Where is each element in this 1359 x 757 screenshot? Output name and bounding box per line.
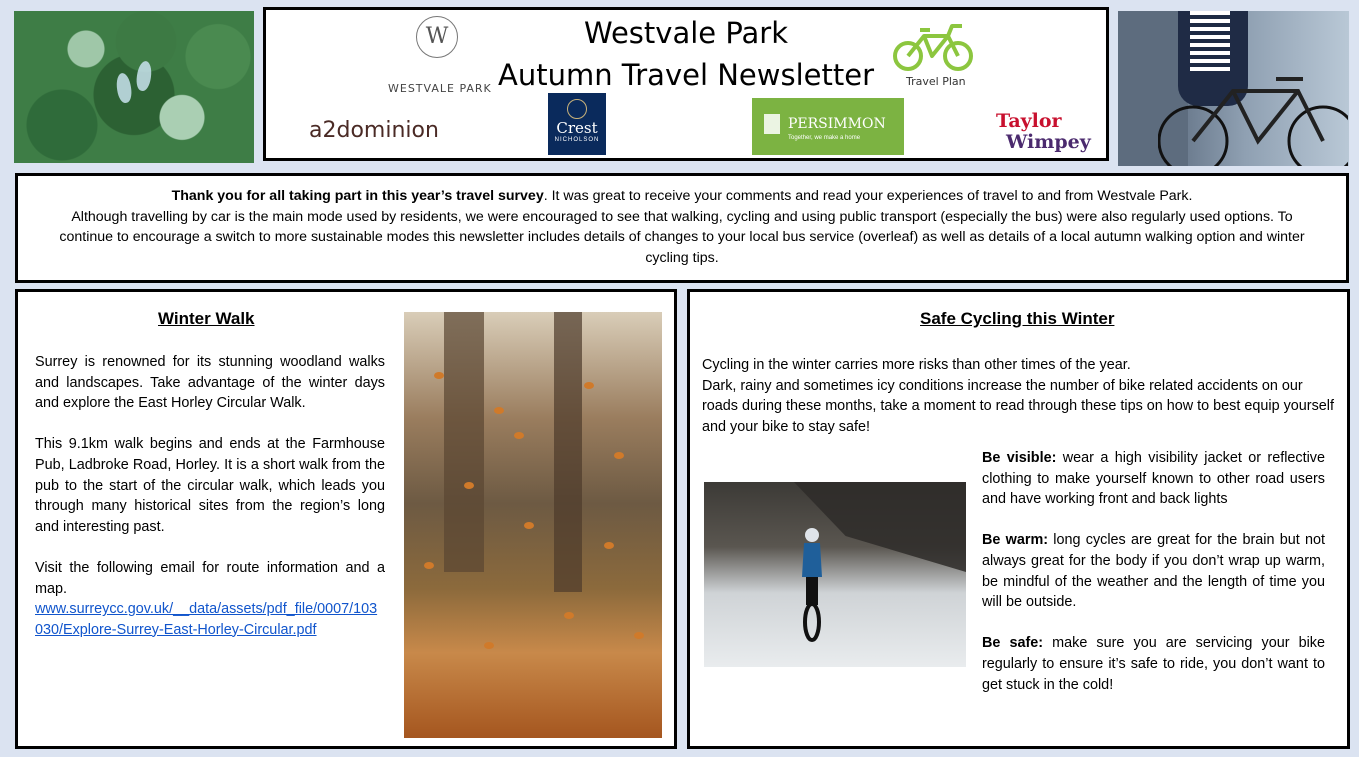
page-title: Westvale Park — [583, 16, 789, 50]
safe-cycling-intro-2: Dark, rainy and sometimes icy conditions increase the number of bike related accidents on our roads during these months, take a moment to read through these tips on how to best equip yourself and your bike to stay safe! — [702, 377, 1334, 435]
page-subtitle: Autumn Travel Newsletter — [497, 58, 874, 92]
route-pdf-link[interactable]: www.surreycc.gov.uk/__data/assets/pdf_file/0007/103030/Explore-Surrey-East-Horley-Circular.pdf — [35, 601, 378, 638]
snowy-road-cyclist-photo — [704, 482, 966, 667]
forest-footprint-photo — [14, 11, 254, 163]
persimmon-logo: PERSIMMON Together, we make a home — [752, 98, 904, 155]
intro-paragraph-2: Although travelling by car is the main mode used by residents, we were encouraged to see that walking, cycling and using public transport (especially the bus) were also regularly used options. To continue to encourage a switch to more sustainable modes this newsletter includes details of changes to your local bus service (overleaf) as well as details of a local autumn walking option and winter cycling tips. — [59, 208, 1305, 266]
safe-cycling-intro-1: Cycling in the winter carries more risks than other times of the year. — [702, 357, 1131, 373]
safe-cycling-panel — [687, 289, 1350, 749]
tip-safe: Be safe: make sure you are servicing your bike regularly to ensure it’s safe to ride, you don’t want to get stuck in the cold! — [982, 635, 1325, 693]
tip-warm: Be warm: long cycles are great for the brain but not always great for the body if you don’t wrap up warm, be mindful of the weather and the length of time you will be outside. — [982, 532, 1325, 611]
winter-walk-panel — [15, 289, 677, 749]
winter-walk-p3: Visit the following email for route information and a map. — [35, 559, 385, 597]
winter-walk-title: Winter Walk — [158, 309, 255, 328]
safe-cycling-intro — [702, 355, 1336, 437]
tip-visible: Be visible: wear a high visibility jacket or reflective clothing to make yourself known to other road users and have working front and back lights — [982, 450, 1326, 508]
autumn-leaves-photo — [404, 312, 662, 738]
a2dominion-logo: a2dominion — [309, 118, 439, 143]
newsletter-header: Westvale Park Autumn Travel Newsletter W WESTVALE PARK Travel Plan a2dominion Crest NICHOLSON PERSIMMON Together, we make a home Taylor Wimpey — [263, 7, 1109, 161]
survey-intro — [15, 173, 1349, 283]
cycling-tips — [982, 448, 1325, 695]
intro-paragraph-1: Thank you for all taking part in this year’s travel survey. It was great to receive your comments and read your experiences of travel to and from Westvale Park. — [171, 188, 1193, 204]
winter-walk-p1: Surrey is renowned for its stunning woodland walks and landscapes. Take advantage of the winter days and explore the East Horley Circular Walk. — [35, 354, 385, 412]
cyclist-photo — [1118, 11, 1349, 166]
crest-nicholson-logo: Crest NICHOLSON — [548, 93, 606, 155]
winter-walk-p2: This 9.1km walk begins and ends at the Farmhouse Pub, Ladbroke Road, Horley. It is a short walk from the pub to the start of the circular walk, which leads you through many historical sites from the region’s long and interesting past. — [35, 436, 385, 535]
winter-walk-text — [35, 352, 385, 640]
safe-cycling-title: Safe Cycling this Winter — [920, 309, 1115, 328]
